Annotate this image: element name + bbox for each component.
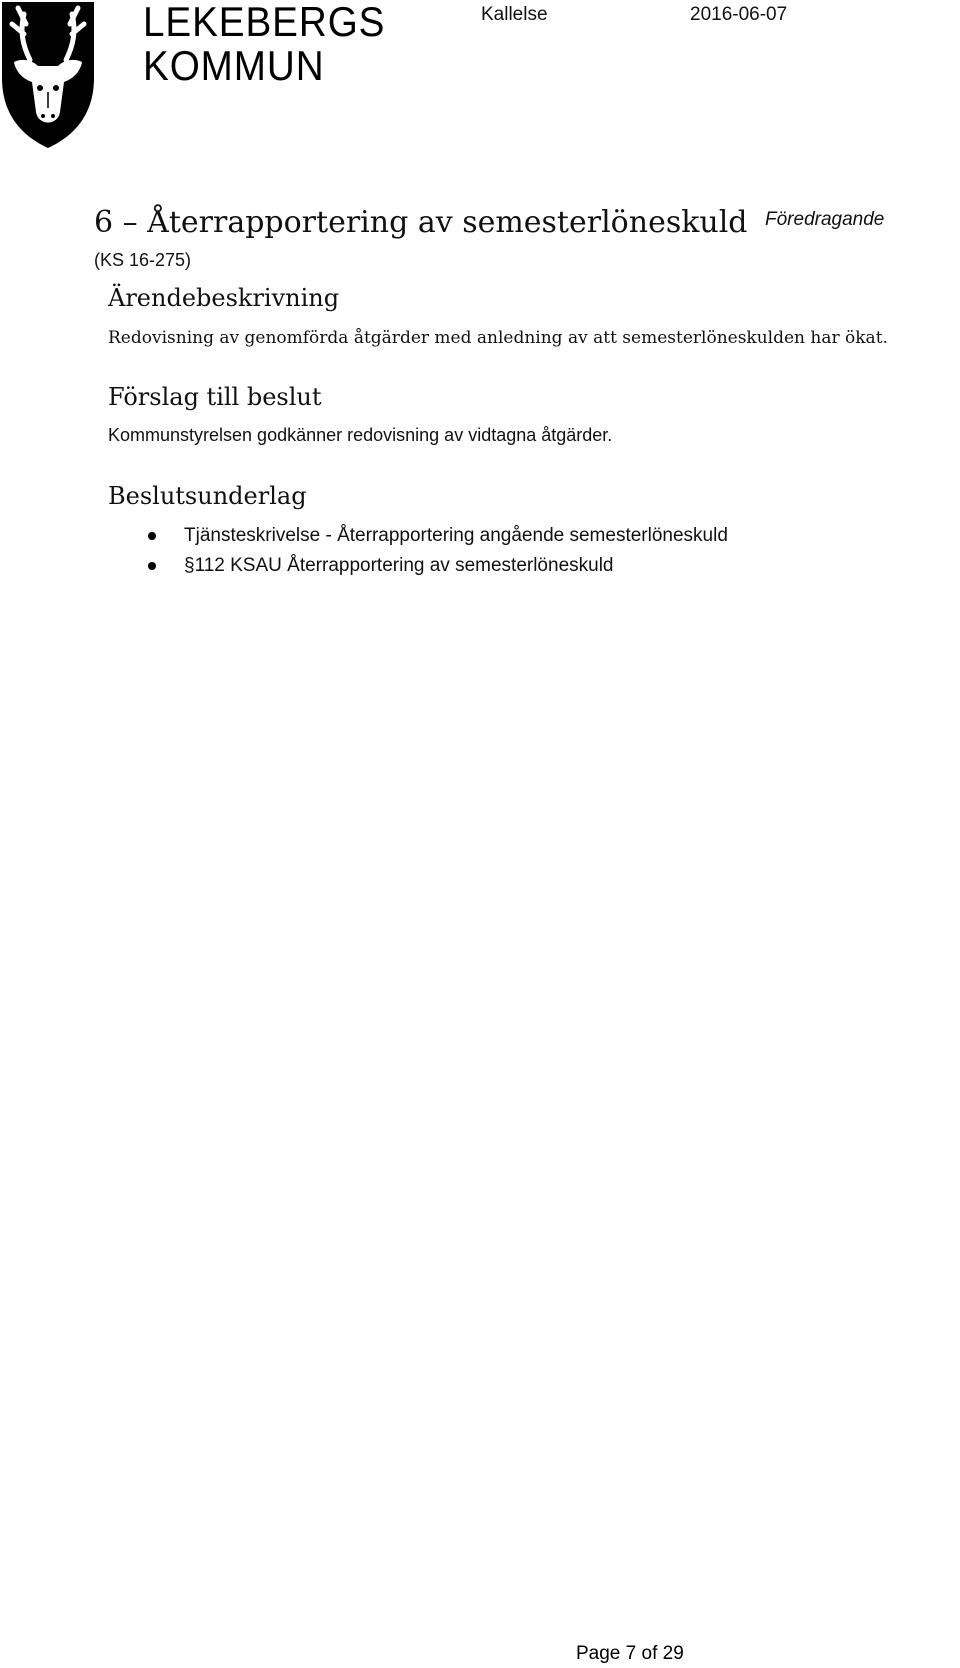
bullet-icon xyxy=(148,562,156,570)
section-heading-forslag: Förslag till beslut xyxy=(108,383,322,411)
document-type: Kallelse xyxy=(481,4,548,25)
presenter-label: Föredragande xyxy=(765,209,885,230)
bullet-icon xyxy=(148,532,156,540)
attachment-label: Tjänsteskrivelse - Återrapportering angående semesterlöneskuld xyxy=(184,525,728,546)
section-heading-beslutsunderlag: Beslutsunderlag xyxy=(108,482,307,510)
section-heading-arendebeskrivning: Ärendebeskrivning xyxy=(108,284,340,312)
attachment-label: §112 KSAU Återrapportering av semesterlöneskuld xyxy=(184,555,614,576)
municipality-name xyxy=(143,0,385,88)
arendebeskrivning-text: Redovisning av genomförda åtgärder med anledning av att semesterlöneskulden har ökat. xyxy=(108,328,888,348)
municipality-name-line2: KOMMUN xyxy=(143,42,325,89)
deer-head-crest-icon xyxy=(0,0,96,150)
page-number: Page 7 of 29 xyxy=(576,1643,684,1664)
item-reference: (KS 16-275) xyxy=(94,250,192,270)
document-date: 2016-06-07 xyxy=(690,4,788,25)
item-title: 6 – Återrapportering av semesterlöneskuld xyxy=(94,205,748,240)
forslag-text: Kommunstyrelsen godkänner redovisning av vidtagna åtgärder. xyxy=(108,425,613,445)
municipality-name-line1: LEKEBERGS xyxy=(143,0,386,45)
